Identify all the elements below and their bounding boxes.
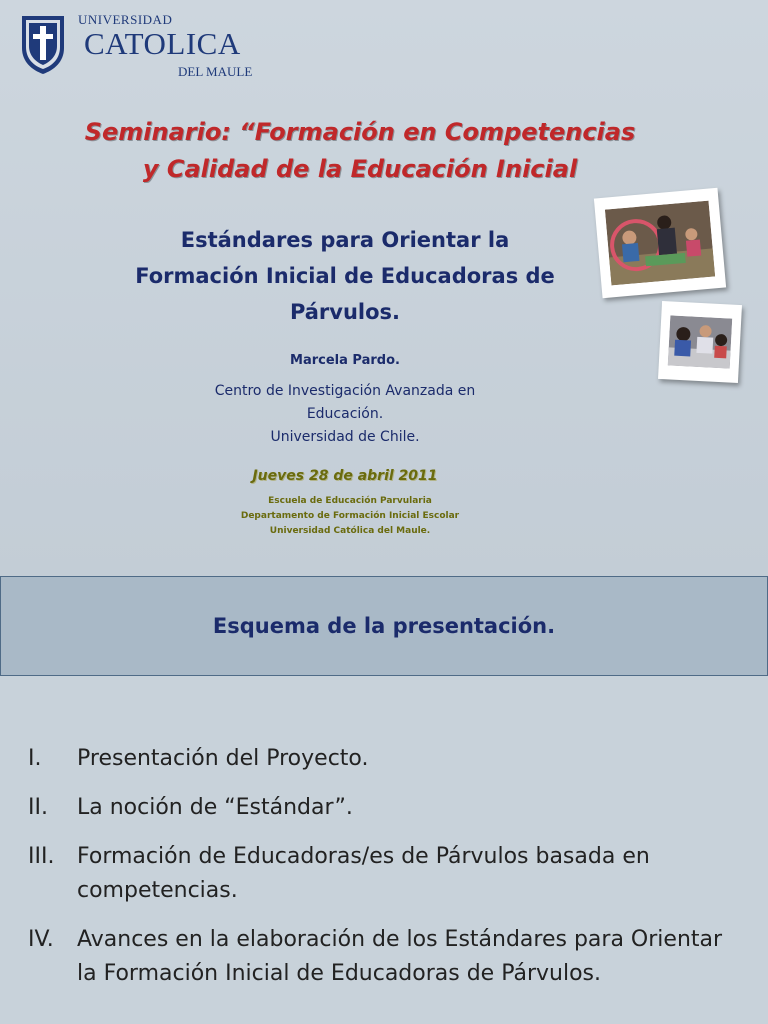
logo-line-catolica: CATOLICA [84, 26, 241, 61]
affiliation-line-2: Educación. [306, 406, 384, 422]
outline-item [28, 791, 748, 825]
logo-line-del-maule: DEL MAULE [178, 64, 253, 79]
outline-item-text: Avances en la elaboración de los Estándares para Orientar la Formación Inicial de Educadoras de Párvulos. [77, 927, 723, 986]
outline-item-number: I. [28, 746, 42, 771]
outline-list [28, 742, 748, 1006]
affiliation-line-3: Universidad de Chile. [270, 429, 420, 445]
logo-line-universidad: UNIVERSIDAD [78, 12, 173, 27]
organizers [180, 494, 520, 539]
author-name: Marcela Pardo. [290, 353, 400, 368]
outline-item-text: Formación de Educadoras/es de Párvulos basada en competencias. [77, 844, 650, 903]
outline-item [28, 840, 748, 908]
classroom-photo-1 [594, 188, 726, 298]
outline-item [28, 923, 748, 991]
organizer-line-1: Escuela de Educación Parvularia [268, 496, 432, 506]
affiliation-line-1: Centro de Investigación Avanzada en [214, 383, 476, 399]
outline-item-number: IV. [28, 927, 54, 952]
subtitle-line-2: Formación Inicial de Educadoras de [135, 264, 555, 288]
classroom-photo-1-image [605, 201, 715, 286]
outline-slide [0, 576, 768, 1024]
outline-item-number: III. [28, 844, 55, 869]
seminar-title-line-2: y Calidad de la Educación Inicial [142, 155, 578, 183]
subtitle-line-3: Párvulos. [289, 300, 401, 324]
seminar-title-line-1: Seminario: “Formación en Competencias [84, 118, 636, 146]
classroom-photo-2 [658, 301, 742, 383]
subtitle-line-1: Estándares para Orientar la [180, 228, 510, 252]
seminar-title [30, 114, 690, 188]
shield-cross-icon [20, 14, 66, 76]
event-date: Jueves 28 de abril 2011 [252, 468, 438, 484]
outline-item-number: II. [28, 795, 48, 820]
university-logo [20, 12, 280, 82]
presentation-subtitle [100, 222, 590, 330]
organizer-line-3: Universidad Católica del Maule. [269, 526, 431, 536]
outline-item [28, 742, 748, 776]
outline-item-text: Presentación del Proyecto. [77, 746, 369, 771]
outline-header-bar [0, 576, 768, 676]
author-affiliation [195, 380, 495, 449]
outline-title: Esquema de la presentación. [212, 614, 556, 638]
classroom-photo-2-image [668, 315, 733, 368]
organizer-line-2: Departamento de Formación Inicial Escolar [240, 511, 460, 521]
outline-item-text: La noción de “Estándar”. [77, 795, 353, 820]
